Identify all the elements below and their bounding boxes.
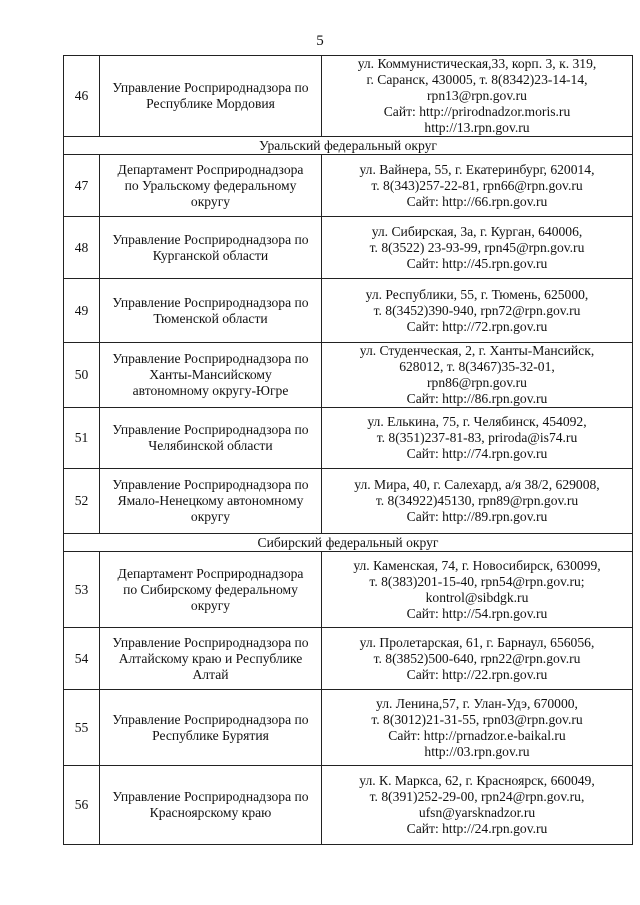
contact-info-line: rpn86@rpn.gov.ru: [427, 375, 527, 390]
office-name-line: округу: [190, 509, 231, 524]
contact-info-cell: [322, 217, 633, 279]
section-title: Уральский федеральный округ: [64, 137, 633, 155]
office-name-line: Челябинской области: [148, 438, 273, 453]
office-name-line: по Сибирскому федеральному: [123, 581, 298, 597]
registry-body: [64, 56, 633, 845]
contact-info-line: Сайт: http://66.rpn.gov.ru: [406, 193, 548, 209]
office-name-line: Алтай: [192, 666, 229, 682]
contact-info-line: т. 8(343)257-22-81, rpn66@rpn.gov.ru: [371, 177, 583, 193]
table-row: [64, 56, 633, 137]
contact-info-line: ул. Республики, 55, г. Тюмень, 625000,: [365, 286, 589, 302]
office-name-line: округу: [190, 193, 231, 209]
contact-info-cell: [322, 690, 633, 766]
row-number: 56: [64, 766, 100, 845]
contact-info-line: г. Саранск, 430005, т. 8(8342)23-14-14,: [366, 72, 588, 87]
office-name-line: округу: [190, 597, 231, 613]
contact-info-cell: [322, 552, 633, 628]
contact-info-line: ул. Студенческая, 2, г. Ханты-Мансийск,: [359, 343, 595, 358]
contact-info-line: т. 8(34922)45130, rpn89@rpn.gov.ru: [375, 493, 579, 508]
contact-info-line: т. 8(351)237-81-83, priroda@is74.ru: [376, 430, 578, 445]
office-name-line: Управление Росприроднадзора по: [112, 634, 309, 650]
table-row: [64, 408, 633, 469]
contact-info-line: Сайт: http://86.rpn.gov.ru: [406, 391, 548, 406]
row-number: 55: [64, 690, 100, 766]
contact-info-line: ул. Вайнера, 55, г. Екатеринбург, 620014,: [359, 161, 595, 177]
office-name-cell: [100, 552, 322, 628]
contact-info-line: 628012, т. 8(3467)35-32-01,: [399, 359, 555, 374]
contact-info-cell: [322, 56, 633, 137]
row-number: 51: [64, 408, 100, 469]
office-name-cell: [100, 469, 322, 534]
contact-info-line: ул. Ленина,57, г. Улан-Удэ, 670000,: [376, 695, 578, 711]
contact-info-line: ufsn@yarsknadzor.ru: [418, 805, 536, 820]
contact-info-cell: [322, 343, 633, 408]
row-number: 52: [64, 469, 100, 534]
table-row: [64, 279, 633, 343]
contact-info-line: ул. Сибирская, 3а, г. Курган, 640006,: [371, 223, 583, 239]
section-title: Сибирский федеральный округ: [64, 534, 633, 552]
table-row: [64, 217, 633, 279]
table-row: [64, 469, 633, 534]
contact-info-line: ул. Каменская, 74, г. Новосибирск, 630099,: [353, 557, 601, 573]
section-header-row: [64, 137, 633, 155]
contact-info-line: ул. Мира, 40, г. Салехард, а/я 38/2, 629008,: [354, 477, 600, 492]
contact-info-line: rpn13@rpn.gov.ru: [427, 88, 527, 103]
office-name-cell: [100, 343, 322, 408]
office-name-line: Алтайскому краю и Республике: [118, 650, 303, 666]
office-name-line: Управление Росприроднадзора по: [112, 294, 309, 310]
contact-info-line: Сайт: http://prnadzor.e-baikal.ru: [388, 727, 566, 743]
contact-info-line: http://13.rpn.gov.ru: [424, 120, 530, 135]
office-name-line: по Уральскому федеральному: [124, 177, 297, 193]
office-name-line: Республике Мордовия: [146, 96, 275, 111]
contact-info-line: т. 8(3452)390-940, rpn72@rpn.gov.ru: [373, 302, 581, 318]
contact-info-line: ул. Пролетарская, 61, г. Барнаул, 656056,: [359, 634, 595, 650]
table-row: [64, 343, 633, 408]
contact-info-line: Сайт: http://22.rpn.gov.ru: [406, 666, 548, 682]
office-name-line: Управление Росприроднадзора по: [112, 351, 309, 366]
contact-info-line: т. 8(383)201-15-40, rpn54@rpn.gov.ru;: [369, 573, 585, 589]
office-name-line: Управление Росприроднадзора по: [112, 711, 309, 727]
office-name-cell: [100, 690, 322, 766]
row-number: 54: [64, 628, 100, 690]
contact-info-cell: [322, 766, 633, 845]
contact-info-line: т. 8(391)252-29-00, rpn24@rpn.gov.ru,: [369, 789, 585, 804]
office-name-cell: [100, 408, 322, 469]
office-name-line: Управление Росприроднадзора по: [112, 422, 309, 437]
contact-info-cell: [322, 628, 633, 690]
contact-info-line: Сайт: http://24.rpn.gov.ru: [406, 821, 548, 836]
row-number: 47: [64, 155, 100, 217]
section-header-row: [64, 534, 633, 552]
office-name-cell: [100, 56, 322, 137]
contact-info-line: ул. К. Маркса, 62, г. Красноярск, 660049,: [359, 773, 595, 788]
page-number: 5: [316, 33, 324, 49]
table-row: [64, 155, 633, 217]
contact-info-cell: [322, 408, 633, 469]
office-name-line: Управление Росприроднадзора по: [112, 477, 309, 492]
contact-info-line: ул. Елькина, 75, г. Челябинск, 454092,: [367, 414, 587, 429]
contact-info-line: т. 8(3522) 23-93-99, rpn45@rpn.gov.ru: [369, 239, 585, 255]
row-number: 49: [64, 279, 100, 343]
contact-info-line: т. 8(3012)21-31-55, rpn03@rpn.gov.ru: [371, 711, 583, 727]
office-name-line: Департамент Росприроднадзора: [117, 161, 304, 177]
contact-info-line: Сайт: http://45.rpn.gov.ru: [406, 255, 548, 271]
office-name-cell: [100, 155, 322, 217]
table-row: [64, 628, 633, 690]
office-name-line: Ханты-Мансийскому: [149, 367, 272, 382]
contact-info-cell: [322, 279, 633, 343]
office-name-line: Курганской области: [152, 247, 269, 263]
contact-info-line: Сайт: http://89.rpn.gov.ru: [406, 509, 548, 524]
office-name-line: автономному округу-Югре: [132, 383, 289, 398]
contact-info-line: ул. Коммунистическая,33, корп. 3, к. 319,: [357, 56, 597, 71]
row-number: 46: [64, 56, 100, 137]
row-number: 50: [64, 343, 100, 408]
table-row: [64, 552, 633, 628]
table-row: [64, 766, 633, 845]
office-name-line: Департамент Росприроднадзора: [117, 565, 304, 581]
contact-info-cell: [322, 155, 633, 217]
office-registry-table: [63, 55, 633, 845]
contact-info-line: Сайт: http://54.rpn.gov.ru: [406, 605, 548, 621]
office-name-line: Красноярскому краю: [149, 805, 272, 820]
contact-info-line: Сайт: http://prirodnadzor.moris.ru: [383, 104, 571, 119]
office-name-line: Тюменской области: [153, 310, 268, 326]
office-name-line: Ямало-Ненецкому автономному: [117, 493, 304, 508]
table-row: [64, 690, 633, 766]
contact-info-line: kontrol@sibdgk.ru: [425, 589, 529, 605]
office-name-line: Республике Бурятия: [152, 727, 269, 743]
row-number: 53: [64, 552, 100, 628]
contact-info-line: т. 8(3852)500-640, rpn22@rpn.gov.ru: [373, 650, 581, 666]
contact-info-line: Сайт: http://74.rpn.gov.ru: [406, 446, 548, 461]
contact-info-line: Сайт: http://72.rpn.gov.ru: [406, 318, 548, 334]
office-name-line: Управление Росприроднадзора по: [112, 80, 309, 95]
row-number: 48: [64, 217, 100, 279]
contact-info-cell: [322, 469, 633, 534]
office-name-cell: [100, 217, 322, 279]
contact-info-line: http://03.rpn.gov.ru: [424, 743, 530, 759]
office-name-cell: [100, 628, 322, 690]
office-name-cell: [100, 279, 322, 343]
office-name-cell: [100, 766, 322, 845]
office-name-line: Управление Росприроднадзора по: [112, 231, 309, 247]
office-name-line: Управление Росприроднадзора по: [112, 789, 309, 804]
